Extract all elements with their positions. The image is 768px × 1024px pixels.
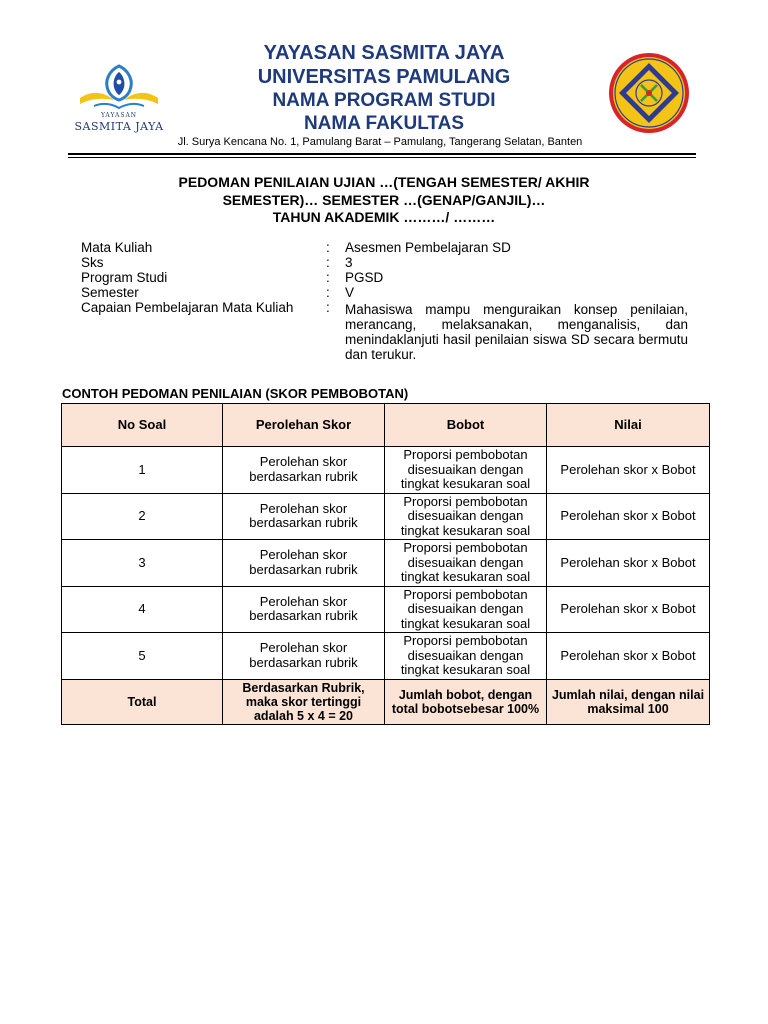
cell-bobot: Proporsi pembobotan disesuaikan dengan tingkat kesukaran soal: [385, 540, 547, 587]
logo-small-text: YAYASAN: [100, 112, 138, 119]
column-header: Nilai: [547, 404, 710, 447]
foundation-name: YAYASAN SASMITA JAYA: [263, 42, 505, 64]
section-title: CONTOH PEDOMAN PENILAIAN (SKOR PEMBOBOTAN): [62, 386, 409, 401]
cell-perolehan-skor: Perolehan skor berdasarkan rubrik: [223, 493, 385, 540]
column-header: No Soal: [62, 404, 223, 447]
info-value-program: PGSD: [345, 270, 384, 285]
cell-bobot: Proporsi pembobotan disesuaikan dengan tingkat kesukaran soal: [385, 447, 547, 494]
info-colon: :: [326, 270, 330, 285]
document-title-line-3: TAHUN AKADEMIK ………/ ………: [272, 209, 496, 225]
cell-no-soal: 5: [62, 633, 223, 680]
table-row: [62, 540, 710, 587]
column-header: Perolehan Skor: [223, 404, 385, 447]
column-header: Bobot: [385, 404, 547, 447]
info-colon: :: [326, 240, 330, 255]
address: Jl. Surya Kencana No. 1, Pamulang Barat – Pamulang, Tangerang Selatan, Banten: [177, 136, 583, 148]
total-skor: Berdasarkan Rubrik, maka skor tertinggi adalah 5 x 4 = 20: [223, 679, 385, 724]
table-row: [62, 447, 710, 494]
total-nilai: Jumlah nilai, dengan nilai maksimal 100: [547, 679, 710, 724]
table-row: [62, 633, 710, 680]
cell-nilai: Perolehan skor x Bobot: [547, 447, 710, 494]
info-value-course: Asesmen Pembelajaran SD: [345, 240, 511, 255]
table-header-row: [62, 404, 710, 447]
cell-no-soal: 3: [62, 540, 223, 587]
university-name: UNIVERSITAS PAMULANG: [257, 66, 511, 88]
info-label-sks: Sks: [81, 255, 104, 270]
total-label: Total: [62, 679, 223, 724]
info-label-program: Program Studi: [81, 270, 168, 285]
info-value-sks: 3: [345, 255, 353, 270]
header-rule-thick: [68, 153, 696, 155]
cell-perolehan-skor: Perolehan skor berdasarkan rubrik: [223, 633, 385, 680]
cell-no-soal: 1: [62, 447, 223, 494]
letterhead: [0, 0, 768, 160]
cell-perolehan-skor: Perolehan skor berdasarkan rubrik: [223, 540, 385, 587]
info-label-course: Mata Kuliah: [81, 240, 153, 255]
cell-nilai: Perolehan skor x Bobot: [547, 633, 710, 680]
cell-nilai: Perolehan skor x Bobot: [547, 586, 710, 633]
info-value-semester: V: [345, 285, 355, 300]
info-colon: :: [326, 285, 330, 300]
document-title-line-1: PEDOMAN PENILAIAN UJIAN …(TENGAH SEMESTER/ AKHIR: [178, 174, 590, 190]
cell-bobot: Proporsi pembobotan disesuaikan dengan tingkat kesukaran soal: [385, 586, 547, 633]
sasmita-jaya-logo: [74, 60, 164, 136]
sasmita-jaya-emblem-icon: [74, 60, 164, 112]
table-row: [62, 586, 710, 633]
table-total-row: [62, 679, 710, 724]
scoring-table: [61, 403, 710, 725]
table-row: [62, 493, 710, 540]
cell-bobot: Proporsi pembobotan disesuaikan dengan tingkat kesukaran soal: [385, 493, 547, 540]
info-label-semester: Semester: [81, 285, 139, 300]
info-colon: :: [326, 255, 330, 270]
total-bobot: Jumlah bobot, dengan total bobotsebesar 100%: [385, 679, 547, 724]
cell-perolehan-skor: Perolehan skor berdasarkan rubrik: [223, 447, 385, 494]
cell-perolehan-skor: Perolehan skor berdasarkan rubrik: [223, 586, 385, 633]
info-label-learning-outcome: Capaian Pembelajaran Mata Kuliah: [81, 300, 294, 315]
university-seal-icon: [608, 52, 690, 134]
program-name: NAMA PROGRAM STUDI: [272, 90, 496, 111]
faculty-name: NAMA FAKULTAS: [303, 113, 465, 134]
cell-bobot: Proporsi pembobotan disesuaikan dengan tingkat kesukaran soal: [385, 633, 547, 680]
cell-nilai: Perolehan skor x Bobot: [547, 493, 710, 540]
info-colon: :: [326, 300, 330, 315]
cell-no-soal: 4: [62, 586, 223, 633]
logo-name-text: SASMITA JAYA: [74, 120, 164, 133]
cell-nilai: Perolehan skor x Bobot: [547, 540, 710, 587]
info-value-learning-outcome: Mahasiswa mampu menguraikan konsep penilaian, merancang, melaksanakan, menganalisis, dan menindaklanjuti hasil penilaian siswa SD secara bermutu dan terukur.: [345, 302, 688, 362]
cell-no-soal: 2: [62, 493, 223, 540]
document-title-line-2: SEMESTER)… SEMESTER …(GENAP/GANJIL)…: [222, 192, 546, 208]
header-rule-thin: [68, 157, 696, 158]
